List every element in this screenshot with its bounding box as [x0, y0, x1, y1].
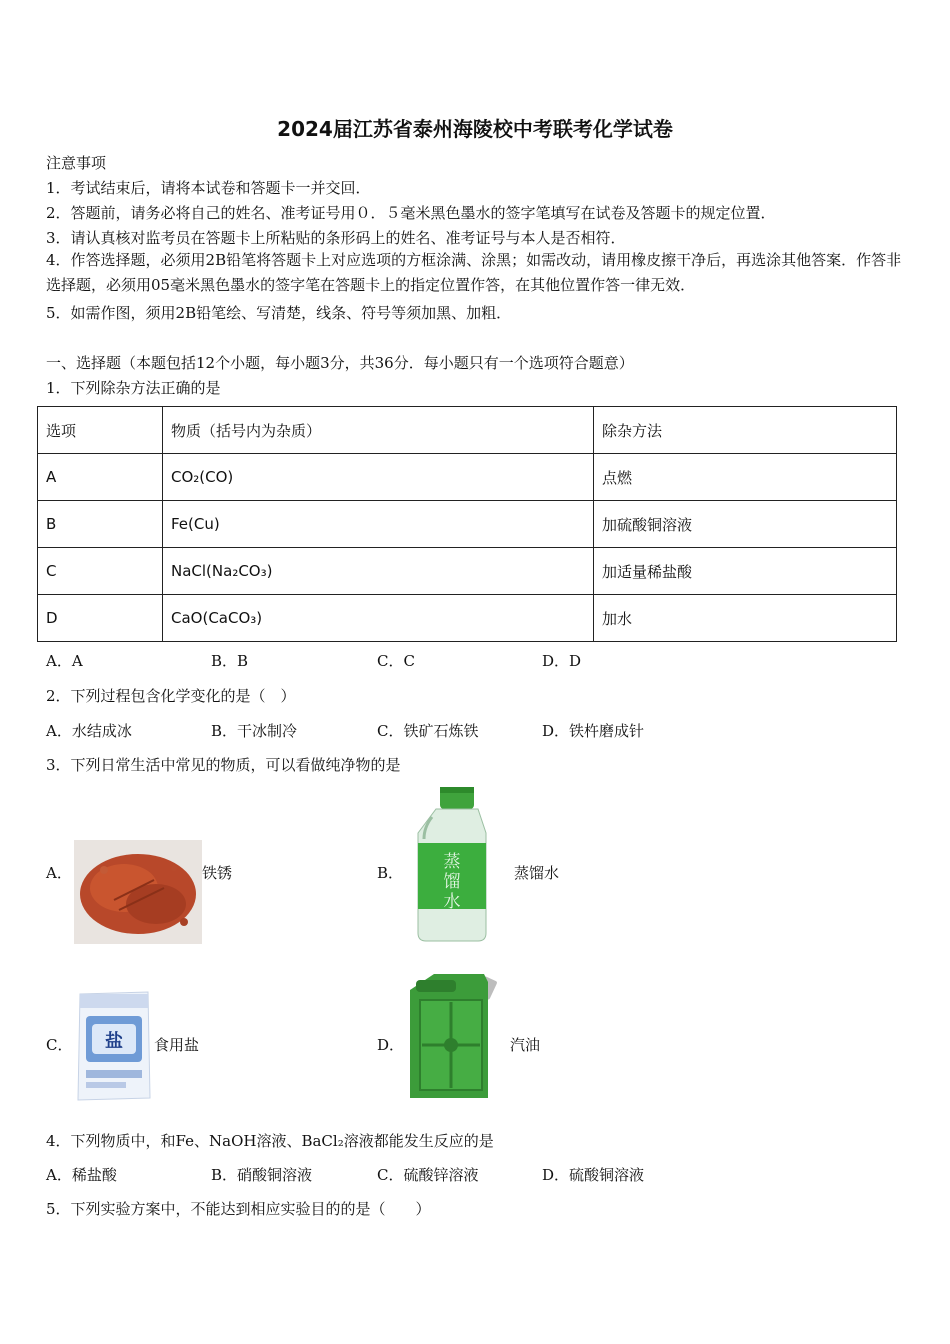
table-row [38, 595, 897, 642]
substance-cell: CO₂(CO) [163, 454, 594, 501]
salt-bag-image [76, 990, 152, 1102]
q3-option-b-letter[interactable]: B． [377, 864, 404, 882]
q3-option-d-label: 汽油 [510, 1036, 541, 1054]
notice-item: 5．如需作图，须用2B铅笔绘、写清楚，线条、符号等须加黑、加粗． [46, 304, 512, 322]
method-cell: 点燃 [594, 454, 897, 501]
table-header-row [38, 407, 897, 454]
rust-image [74, 840, 202, 944]
notice-item: 1．考试结束后，请将本试卷和答题卡一并交回． [46, 179, 371, 197]
paper-title: 2024届江苏省泰州海陵校中考联考化学试卷 [277, 117, 673, 141]
q3-option-c-label: 食用盐 [154, 1036, 200, 1054]
option-cell: B [38, 501, 163, 548]
q3-stem: 3．下列日常生活中常见的物质，可以看做纯净物的是 [46, 756, 401, 774]
q3-option-a-letter[interactable]: A． [46, 864, 72, 882]
salt-char: 盐 [105, 1031, 123, 1052]
choice-d[interactable]: D．铁杵磨成针 [542, 722, 645, 740]
table-row [38, 548, 897, 595]
q3-option-b-label: 蒸馏水 [514, 864, 560, 882]
substance-cell: CaO(CaCO₃) [163, 595, 594, 642]
bottle-char-2: 馏 [443, 872, 461, 892]
table-row [38, 454, 897, 501]
q1-table [37, 406, 897, 642]
q5-stem: 5．下列实验方案中，不能达到相应实验目的的是（ ） [46, 1200, 431, 1218]
option-cell: C [38, 548, 163, 595]
method-cell: 加硫酸铜溶液 [594, 501, 897, 548]
choice-d[interactable]: D．D [542, 652, 582, 670]
notice-item: 4．作答选择题，必须用2B铅笔将答题卡上对应选项的方框涂满、涂黑；如需改动，请用橡皮擦干净后，再选涂其他答案．作答非选择题，必须用05毫米黑色墨水的签字笔在答题卡上的指定位置作答，在其他位置作答一律无效． [46, 251, 902, 294]
q4-stem: 4．下列物质中，和Fe、NaOH溶液、BaCl₂溶液都能发生反应的是 [46, 1132, 494, 1150]
bottle-char-1: 蒸 [443, 852, 461, 872]
method-cell: 加适量稀盐酸 [594, 548, 897, 595]
table-header-cell: 选项 [38, 407, 163, 454]
q1-stem: 1．下列除杂方法正确的是 [46, 379, 221, 397]
choice-d[interactable]: D．硫酸铜溶液 [542, 1166, 645, 1184]
section-heading: 一、选择题（本题包括12个小题，每小题3分，共36分．每小题只有一个选项符合题意） [46, 354, 634, 372]
q3-option-a-label: 铁锈 [202, 864, 233, 882]
choice-b[interactable]: B．B [211, 652, 249, 670]
option-cell: D [38, 595, 163, 642]
substance-cell: NaCl(Na₂CO₃) [163, 548, 594, 595]
choice-b[interactable]: B．硝酸铜溶液 [211, 1166, 313, 1184]
notice-item: 3．请认真核对监考员在答题卡上所粘贴的条形码上的姓名、准考证号与本人是否相符． [46, 229, 626, 247]
method-cell: 加水 [594, 595, 897, 642]
q2-stem: 2．下列过程包含化学变化的是（ ） [46, 687, 296, 705]
substance-cell: Fe(Cu) [163, 501, 594, 548]
choice-c[interactable]: C．C [377, 652, 415, 670]
fuel-can-image [404, 970, 500, 1102]
choice-a[interactable]: A．A [46, 652, 83, 670]
table-row [38, 501, 897, 548]
choice-a[interactable]: A．水结成冰 [46, 722, 132, 740]
choice-b[interactable]: B．干冰制冷 [211, 722, 298, 740]
notice-item: 2．答题前，请务必将自己的姓名、准考证号用０．５毫米黑色墨水的签字笔填写在试卷及答题卡的规定位置． [46, 204, 776, 222]
option-cell: A [38, 454, 163, 501]
table-header-cell: 物质（括号内为杂质） [163, 407, 594, 454]
bottle-char-3: 水 [443, 892, 461, 912]
choice-c[interactable]: C．铁矿石炼铁 [377, 722, 479, 740]
notice-heading: 注意事项 [46, 154, 107, 172]
q3-option-d-letter[interactable]: D． [377, 1036, 405, 1054]
water-bottle-image [410, 783, 494, 943]
table-header-cell: 除杂方法 [594, 407, 897, 454]
choice-a[interactable]: A．稀盐酸 [46, 1166, 117, 1184]
choice-c[interactable]: C．硫酸锌溶液 [377, 1166, 479, 1184]
q3-option-c-letter[interactable]: C． [46, 1036, 73, 1054]
